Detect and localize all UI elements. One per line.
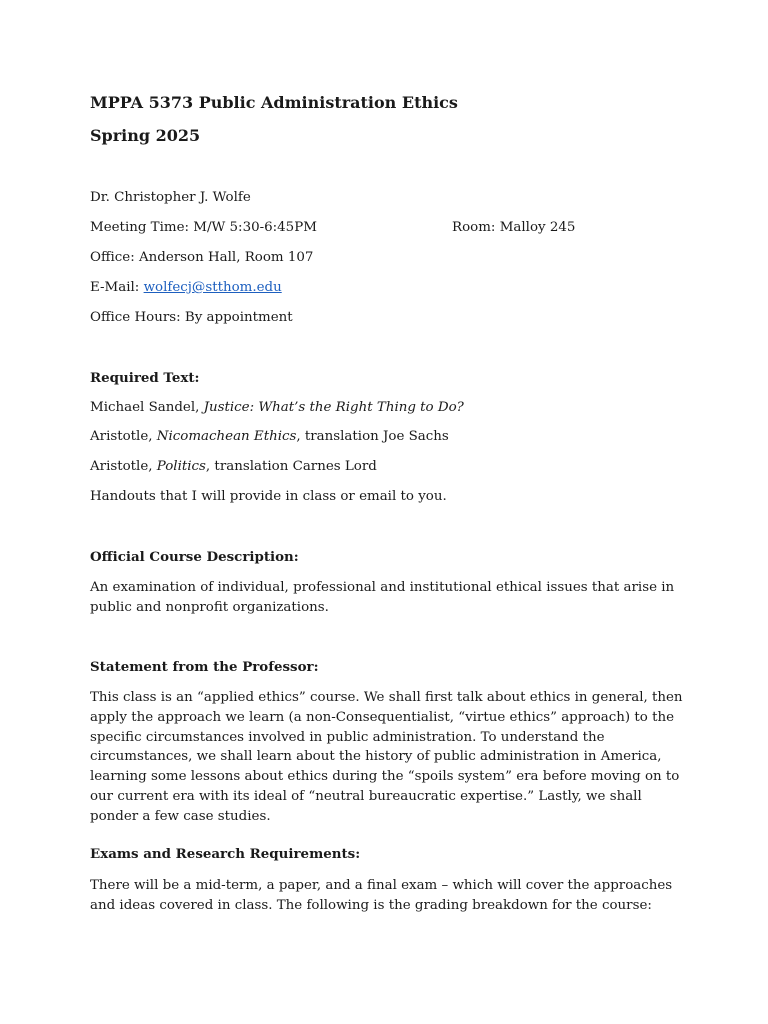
book-author: Aristotle, (90, 459, 157, 474)
required-text-heading: Required Text: (90, 370, 200, 386)
professor-statement-text: This class is an “applied ethics” course. We shall first talk about ethics in general, then apply the approach we learn (a non-Consequentialist, “virtue ethics” approach) to the specific circumstances involved in public administration. To understand the circumstances, we shall learn about the history of public administration in America, learning some lessons about ethics during the “spoils system” era before moving on to our current era with its ideal of “neutral bureaucratic expertise.” Lastly, we shall ponder a few case studies. (90, 690, 683, 824)
book-note: , translation Joe Sachs (296, 429, 449, 444)
book-title: Nicomachean Ethics (156, 429, 297, 444)
meeting-time-value: M/W 5:30-6:45PM (193, 220, 317, 235)
book-author: Michael Sandel, (90, 400, 204, 415)
office-hours-value: By appointment (184, 310, 293, 325)
course-description-heading: Official Course Description: (90, 549, 299, 565)
required-text-item (90, 429, 449, 444)
email-link[interactable]: wolfecj@stthom.edu (143, 280, 282, 295)
room-value: Malloy 245 (499, 220, 576, 235)
instructor-name: Dr. Christopher J. Wolfe (90, 190, 251, 205)
course-description-text: An examination of individual, professional and institutional ethical issues that arise in public and nonprofit organizations. (90, 580, 675, 615)
book-title: Justice: What’s the Right Thing to Do? (203, 400, 464, 415)
room-label: Room: (452, 220, 496, 235)
exams-text: There will be a mid-term, a paper, and a final exam – which will cover the approaches and ideas covered in class. The following is the grading breakdown for the course: (90, 878, 673, 913)
course-term: Spring 2025 (90, 126, 201, 145)
meeting-time-label: Meeting Time: (90, 220, 190, 235)
email (90, 280, 282, 295)
book-title: Politics (156, 459, 206, 474)
office-hours (90, 310, 293, 325)
office-label: Office: (90, 250, 135, 265)
meeting-time (90, 220, 317, 235)
office-value: Anderson Hall, Room 107 (138, 250, 314, 265)
course-title: MPPA 5373 Public Administration Ethics (90, 93, 458, 112)
room (452, 220, 575, 235)
office-hours-label: Office Hours: (90, 310, 181, 325)
required-text-item (90, 459, 377, 474)
required-text-item (90, 400, 464, 415)
book-note: , translation Carnes Lord (205, 459, 377, 474)
exams-heading: Exams and Research Requirements: (90, 846, 361, 862)
office (90, 250, 313, 265)
professor-statement-heading: Statement from the Professor: (90, 659, 319, 675)
book-author: Aristotle, (90, 429, 157, 444)
email-label: E-Mail: (90, 280, 140, 295)
handouts-note: Handouts that I will provide in class or email to you. (90, 489, 447, 504)
